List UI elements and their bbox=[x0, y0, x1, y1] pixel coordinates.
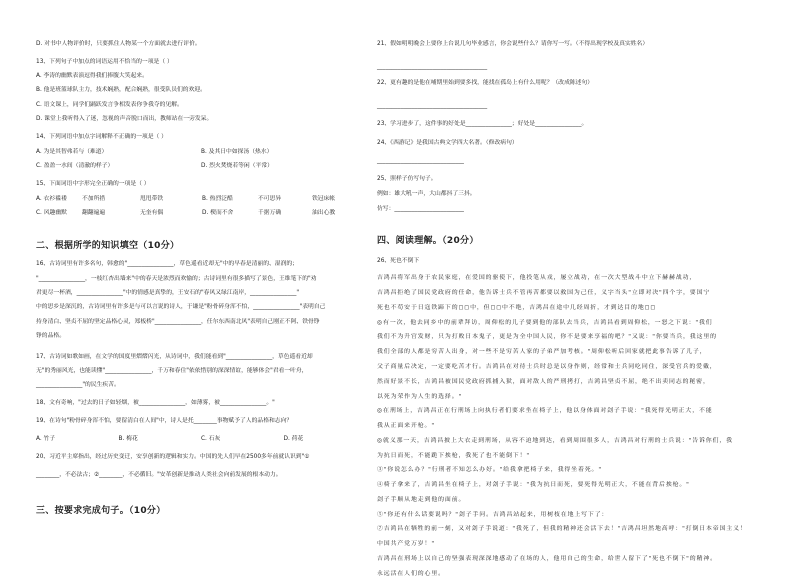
q15-c-word2: 翻翻遍遍 bbox=[82, 210, 106, 216]
q17-line2: 无"的秀丽风光，也能读懂"________________，千万和春住"依依惜别的深深情谊，能够体会"君看一叶舟， bbox=[36, 368, 308, 374]
q12-option-d: D. 对书中人物评价时，只要抓住人物某一个方面就去进行评价。 bbox=[36, 41, 201, 47]
q19-stem: 19、在诗句"粉骨碎身浑不怕，要留清白在人间"中，诗人是托________事物赋予了人的品格和志向？ bbox=[36, 418, 293, 424]
q22-stem: 22、更有趣的是他在哺期里始到要多找，能找在孤岛上有什么用呢？（改成陈述句） bbox=[377, 80, 594, 86]
q22-answer-line: ______________________________________ bbox=[377, 103, 488, 109]
passage-line: 中国共产党万岁！" bbox=[377, 541, 435, 547]
section-3-heading: 三、按要求完成句子。（10分） bbox=[36, 506, 166, 516]
q15-c-word3: 无奎有偶 bbox=[140, 210, 164, 216]
q16-line2: "________________，一枝红杏出墙来"中的春天是浓烈而欢愉的；古诗词里有很多描写了景色，王维笔下的"劝 bbox=[36, 276, 317, 282]
q21-stem: 21、假如明明晚会上要你上台说几句毕业感言，你会说些什么？请你写一写。（不得出现学校及真实姓名） bbox=[377, 41, 649, 47]
q17-line1: 17、古诗词如歌如画，在文学的国度里熠熠闪光，从诗词中，我们能看到"________________，草色遥看近却 bbox=[36, 354, 313, 360]
q16-line5: 持身清白、坚贞不屈的坚定品格心灵，郑板桥"________________，任尔东西南北风"表明自己刚正不阿、铁骨铮 bbox=[36, 319, 320, 325]
passage-line: 然而好景不长，吉鸿昌被国民党政府抓捕入狱，面对敌人的严刑拷打，吉鸿昌坚贞不屈，绝不出卖同志的秘密， bbox=[377, 379, 710, 385]
passage-line: 我们不为升官发财，只为打败日本鬼子，更是为全中国人民，你不是要来享福的吧？"又说："你要当兵，我这里的 bbox=[377, 334, 717, 340]
q14-row2 bbox=[36, 163, 366, 170]
q19-option-c: C. 石灰 bbox=[201, 436, 221, 442]
passage-line: 我们全部的人都是穷苦人出身，对一些不是穷苦人家的子弟严加考核。"周仰松听后回家就把此事告诉了儿子， bbox=[377, 349, 707, 355]
q13-option-b: B. 他是班篮球队主力，技术娴熟，配合娴熟，很受队员们的欢迎。 bbox=[36, 87, 206, 93]
q15-d-word1: D. 楔而不舍 bbox=[202, 210, 234, 216]
passage-line: ⑤"你还有什么话要说吗？"刽子手问。吉鸿昌站起来，用树枝在地上写下了： bbox=[377, 512, 609, 518]
q14-stem: 14、下列词语中加点字词解释不正确的一项是（ ） bbox=[36, 134, 167, 140]
q25-stem: 25、照样子仿写句子。 bbox=[377, 176, 437, 182]
passage-line: ⑦吉鸿昌在牺牲的前一刻，又对刽子手说道："我死了，但我的精神还会活下去！"吉鸿昌坦然地高呼："打倒日本帝国主义！ bbox=[377, 526, 747, 532]
q25-answer-line: 仿写：________________________ bbox=[377, 206, 464, 212]
q19-options bbox=[36, 436, 366, 443]
passage-line: ◎在刑场上，吉鸿昌正在行刑场上向执行者们要求坐在椅子上，他以身体面对刽子手说："我死得光明正大，不能 bbox=[377, 408, 713, 414]
q19-option-a: A. 竹子 bbox=[36, 436, 56, 442]
passage-line: 为抗日而死，不能跪下挨枪，我死了也不能倒下！" bbox=[377, 453, 531, 459]
q16-line4: 中的思乡是深沉的，古诗词里有许多是与可以言说的诗人，于谦是"粉骨碎身浑不怕，________________"表明自己 bbox=[36, 304, 326, 310]
passage-line: ③"你说怎么办？"行刑者不知怎么办好。"给我拿把椅子来，我得坐着死。" bbox=[377, 467, 602, 473]
q15-row1 bbox=[36, 196, 366, 203]
q19-option-b: B. 梅花 bbox=[118, 436, 138, 442]
q21-answer-line: ______________________________________ bbox=[377, 64, 488, 70]
passage-line: 永远活在人们的心里。 bbox=[377, 571, 445, 577]
q23: 23、学习进步了，这件事的好处是________________；好处是________________。 bbox=[377, 121, 588, 127]
q26-title: 26、死也不倒下 bbox=[377, 258, 420, 264]
passage-line: 吉鸿昌拒绝了国民党政府的任命，他告诉士兵不管再苦都要以救国为己任，义字当头"立即对决"四个字，要国宁 bbox=[377, 290, 711, 296]
q16-line3: 君更尽一杯酒，________________"中的情感是真挚的，王安石的"春风又绿江南岸，________________" bbox=[36, 290, 300, 296]
passage-line: 刽子手顺从地走到他的面前。 bbox=[377, 497, 466, 503]
q15-stem: 15、下面词语中字形完全正确的一项是（ ） bbox=[36, 181, 150, 187]
q15-a-word1: A. 衣衫褴褛 bbox=[36, 196, 67, 202]
q17-line3: ________________"的民生疾苦。 bbox=[36, 382, 120, 388]
q15-d-word2: 千据万确 bbox=[258, 210, 282, 216]
q13-option-a: A. 李涛的幽默表演逗得我们捧腹大笑起来。 bbox=[36, 73, 148, 79]
q15-a-word3: 甩甩带铁 bbox=[140, 196, 164, 202]
passage-line: 吉鸿昌将军出身于农民家庭，在爱国的驱使下，他投笔从戎，屡立战功，在一次大型战斗中立下赫赫战功， bbox=[377, 275, 697, 281]
q13-option-d: D. 课堂上我听得入了迷，忽视的声音脱口而出，教师站在一旁发呆。 bbox=[36, 116, 213, 122]
q15-b-word2: 不可思异 bbox=[258, 196, 282, 202]
q15-row2 bbox=[36, 210, 366, 217]
q14-row1 bbox=[36, 149, 366, 156]
q15-c-word1: C. 风趣幽默 bbox=[36, 210, 67, 216]
q15-a-word2: 不加所措 bbox=[82, 196, 106, 202]
section-4-heading: 四、阅读理解。（20分） bbox=[377, 236, 479, 246]
q20-line1: 20、习近平主席指出，经过历史变迁，安享创新的逻辑和实力。中国的先人们早在2500多年前就认识到"① bbox=[36, 454, 310, 460]
q13-option-c: C. 语文课上，同学们踊跃发言争相发表你争我夺的见解。 bbox=[36, 102, 183, 108]
q19-option-d: D. 荷花 bbox=[283, 436, 304, 442]
q24-answer-line: ______________________________ bbox=[377, 158, 464, 164]
q14-option-d: D. 烈火焚烧若等闲（平常） bbox=[201, 163, 273, 169]
q14-option-a: A. 为是其智弗若与（难道） bbox=[36, 149, 108, 155]
section-2-heading: 二、根据所学的知识填空（10分） bbox=[36, 241, 180, 251]
q16-line1: 16、古诗词里有许多名句，韩愈的"________________，草色遥看近却无"中的早春是清丽的、湿润的； bbox=[36, 261, 298, 267]
q20-line2: ________，不必法古；②________，不必循旧。"安革创新是推动人类社会向前发展的根本动力。 bbox=[36, 472, 282, 478]
passage-line: 父子商量后决定，一定要吃苦才行。吉鸿昌在对待士兵时总是以身作则，经常和士兵同吃同住，深受官兵的爱戴， bbox=[377, 364, 717, 370]
q24-stem: 24、《西游记》是我国古典文学四大名著。（修改病句） bbox=[377, 140, 518, 146]
q15-b-word3: 铁冠床帐 bbox=[312, 196, 336, 202]
q13-stem: 13、下列句子中加点的词语运用不恰当的一项是（ ） bbox=[36, 59, 173, 65]
q15-d-word3: 油出心教 bbox=[312, 210, 336, 216]
q14-option-b: B. 及其日中如探汤（热水） bbox=[201, 149, 273, 155]
q18: 18、文有奇响，"过去的日子如轻烟，被________________，如薄雾，被________________。" bbox=[36, 400, 275, 406]
passage-line: 死也不苟安于日寇铁蹄下的◻◻中，但◻◻中不绝，吉鸿昌在途中几经周折，才到达目的地◻◻ bbox=[377, 305, 657, 311]
q15-b-word1: B. 热烈泛酷 bbox=[202, 196, 233, 202]
passage-line: ④椅子拿来了，吉鸿昌坐在椅子上，对刽子手说："我为抗日而死，要死得光明正大，不能在背后挨枪。" bbox=[377, 482, 690, 488]
passage-line: ◎就义那一天，吉鸿昌披上大衣走到刑场，从容不迫地到达，看到周围很多人，吉鸿昌对行刑的士兵说："告诉你们，我 bbox=[377, 438, 733, 444]
passage-line: 以死为荣作为人生的选择。" bbox=[377, 394, 463, 400]
q25-example: 例如：雄大吼一声，大山都抖了三抖。 bbox=[377, 191, 476, 197]
passage-line: 我从正面来开枪。" bbox=[377, 423, 435, 429]
passage-line: ◎有一次，他去同乡中的前辈拜访，周仰松的儿子要到他的部队去当兵，吉鸿昌看到周仰松，一怒之下说："我们 bbox=[377, 320, 713, 326]
passage-line: 吉鸿昌在刑场上以自己的坚强表现深深地感动了在场的人，他用自己的生命，给世人留下了"死也不倒下"的精神。 bbox=[377, 556, 717, 562]
q14-option-c: C. 盈盈一水间（清澈的样子） bbox=[36, 163, 114, 169]
q16-line6: 铮的品格。 bbox=[36, 333, 65, 339]
